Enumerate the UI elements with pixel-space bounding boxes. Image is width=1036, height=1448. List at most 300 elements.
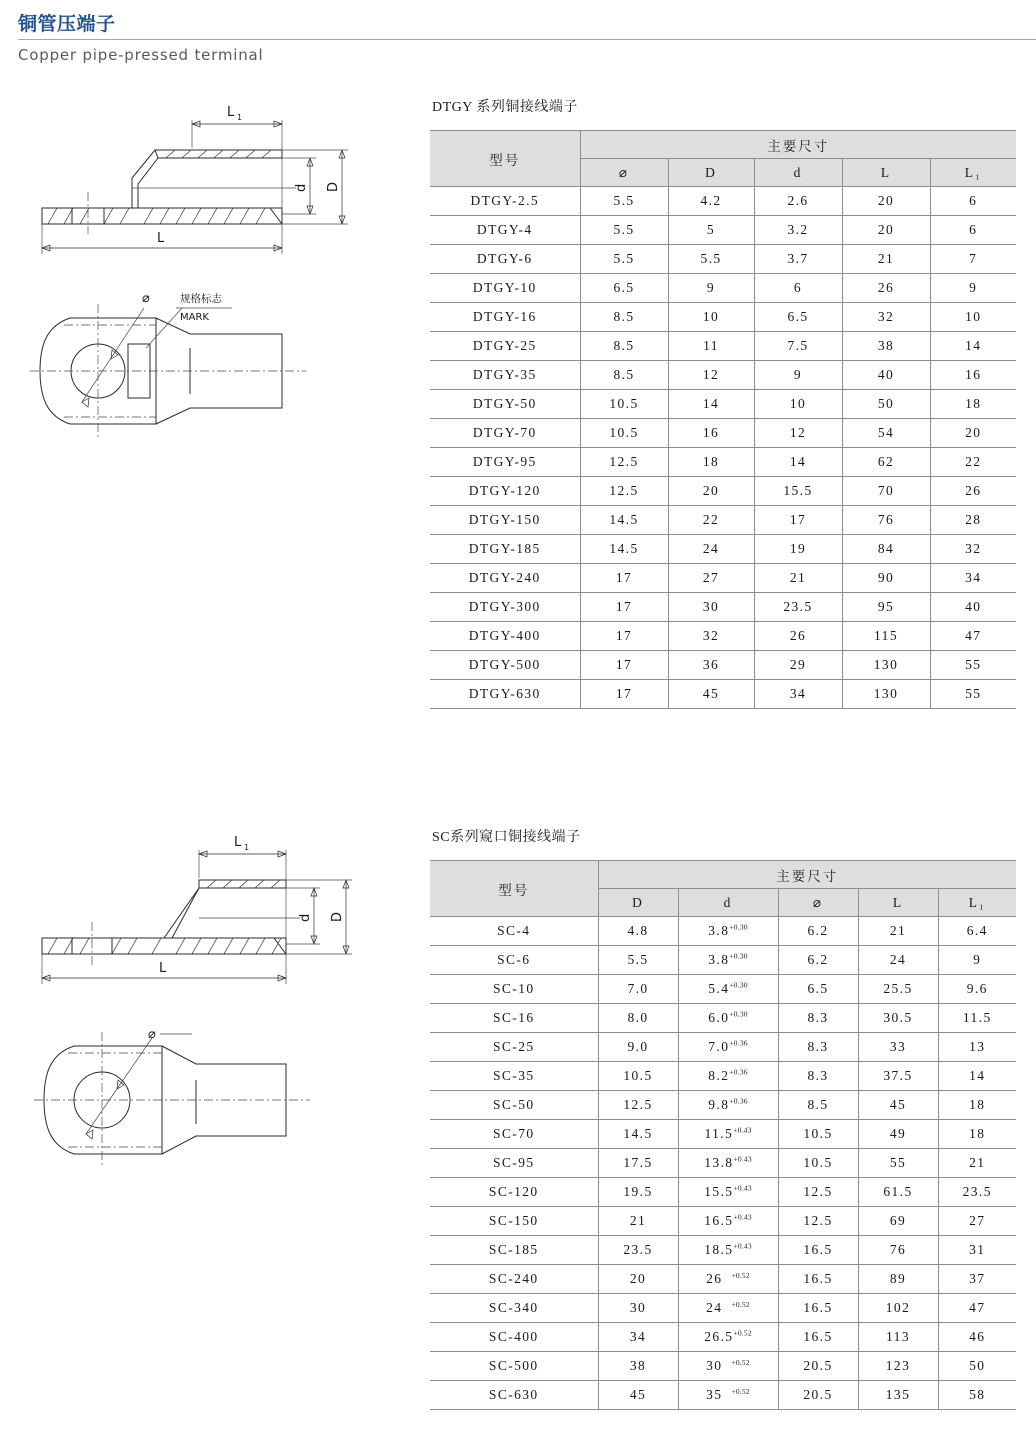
table-row [430, 419, 1016, 448]
cell-model: DTGY-500 [430, 651, 580, 680]
table-row [430, 361, 1016, 390]
cell-value: 45 [858, 1091, 938, 1120]
cell-value: 49 [858, 1120, 938, 1149]
table-row [430, 216, 1016, 245]
cell-value: 12 [668, 361, 754, 390]
table-row [430, 274, 1016, 303]
cell-model: DTGY-300 [430, 593, 580, 622]
cell-value: 21 [598, 1207, 678, 1236]
cell-value: 20 [842, 216, 930, 245]
cell-value: 22 [930, 448, 1016, 477]
table-column-sc [430, 826, 1016, 1410]
cell-value: 9 [930, 274, 1016, 303]
cell-value: 26 [842, 274, 930, 303]
header-divider [18, 39, 1036, 40]
cell-value: 34 [930, 564, 1016, 593]
cell-value: 30 $^{+0.52}$ [678, 1352, 778, 1381]
cell-value: 24 [858, 946, 938, 975]
cell-value: 16.5 [778, 1294, 858, 1323]
tolerance-superscript: +0.52 [731, 1386, 750, 1396]
sc-side-view-drawing [24, 826, 416, 1004]
cell-model: DTGY-10 [430, 274, 580, 303]
cell-model: SC-95 [430, 1149, 598, 1178]
table-row [430, 187, 1016, 216]
cell-value: 8.5 [580, 332, 668, 361]
cell-model: DTGY-185 [430, 535, 580, 564]
cell-model: SC-35 [430, 1062, 598, 1091]
th-col-D: D [598, 889, 678, 917]
table-row [430, 1062, 1016, 1091]
tolerance-superscript: +0.30 [729, 1009, 748, 1019]
cell-value: 5 [668, 216, 754, 245]
cell-value: 20.5 [778, 1352, 858, 1381]
cell-value: 47 [938, 1294, 1016, 1323]
table-column-dtgy [430, 96, 1016, 709]
cell-value: 17 [580, 564, 668, 593]
cell-value: 9 [668, 274, 754, 303]
cell-model: DTGY-25 [430, 332, 580, 361]
cell-value: 18 [938, 1120, 1016, 1149]
cell-value: 37.5 [858, 1062, 938, 1091]
cell-value: $8.2^{+0.36}$ [678, 1062, 778, 1091]
cell-value: 26 [754, 622, 842, 651]
label-diameter: ⌀ [142, 291, 150, 306]
cell-value: $26.5^{+0.52}$ [678, 1323, 778, 1352]
tolerance-superscript: +0.52 [733, 1328, 752, 1338]
cell-value: 23.5 [938, 1178, 1016, 1207]
cell-value: 38 [598, 1352, 678, 1381]
cell-value: 26 $^{+0.52}$ [678, 1265, 778, 1294]
cell-value: 50 [842, 390, 930, 419]
cell-value: 9.6 [938, 975, 1016, 1004]
table-row [430, 680, 1016, 709]
cell-value: 20.5 [778, 1381, 858, 1410]
tolerance-superscript: +0.30 [729, 922, 748, 932]
cell-value: 32 [842, 303, 930, 332]
figure-column-sc [24, 826, 416, 1184]
cell-value: 14 [930, 332, 1016, 361]
cell-value: 13 [938, 1033, 1016, 1062]
cell-value: 10.5 [580, 419, 668, 448]
cell-value: 84 [842, 535, 930, 564]
cell-value: 76 [842, 506, 930, 535]
cell-value: 12.5 [580, 448, 668, 477]
table-row [430, 651, 1016, 680]
table-row [430, 1352, 1016, 1381]
cell-value: 21 [842, 245, 930, 274]
th-col-dia: ⌀ [778, 889, 858, 917]
table-caption-dtgy: DTGY 系列铜接线端子 [432, 100, 578, 115]
spec-table-dtgy [430, 130, 1016, 709]
tolerance-superscript: +0.43 [733, 1183, 752, 1193]
cell-value: $13.8^{+0.43}$ [678, 1149, 778, 1178]
table-row [430, 593, 1016, 622]
table-row [430, 946, 1016, 975]
cell-value: 14 [754, 448, 842, 477]
cell-value: 10.5 [580, 390, 668, 419]
cell-value: $7.0^{+0.36}$ [678, 1033, 778, 1062]
th-group-dtgy: 主要尺寸 [580, 131, 1016, 159]
cell-value: 8.3 [778, 1004, 858, 1033]
cell-model: SC-185 [430, 1236, 598, 1265]
cell-value: 8.5 [778, 1091, 858, 1120]
cell-model: SC-10 [430, 975, 598, 1004]
cell-value: $11.5^{+0.43}$ [678, 1120, 778, 1149]
tolerance-superscript: +0.36 [729, 1038, 748, 1048]
cell-value: 29 [754, 651, 842, 680]
cell-model: SC-4 [430, 917, 598, 946]
cell-model: SC-240 [430, 1265, 598, 1294]
cell-value: 34 [598, 1323, 678, 1352]
cell-value: 5.5 [668, 245, 754, 274]
cell-model: DTGY-70 [430, 419, 580, 448]
label-L1: L [227, 105, 235, 120]
cell-value: 3.7 [754, 245, 842, 274]
cell-value: $3.8^{+0.30}$ [678, 917, 778, 946]
cell-value: 35 $^{+0.52}$ [678, 1381, 778, 1410]
cell-model: DTGY-6 [430, 245, 580, 274]
cell-model: SC-150 [430, 1207, 598, 1236]
table-row [430, 1265, 1016, 1294]
cell-model: SC-340 [430, 1294, 598, 1323]
cell-value: 5.5 [580, 216, 668, 245]
cell-value: 113 [858, 1323, 938, 1352]
cell-value: 20 [668, 477, 754, 506]
table-row [430, 1294, 1016, 1323]
cell-value: 76 [858, 1236, 938, 1265]
th-col-L: L [842, 159, 930, 187]
cell-value: 55 [930, 651, 1016, 680]
label-diameter: ⌀ [148, 1027, 156, 1042]
table-row [430, 1236, 1016, 1265]
cell-value: 58 [938, 1381, 1016, 1410]
cell-value: 16.5 [778, 1236, 858, 1265]
cell-value: 23.5 [754, 593, 842, 622]
table-row [430, 506, 1016, 535]
cell-value: 8.5 [580, 361, 668, 390]
cell-value: 50 [938, 1352, 1016, 1381]
cell-value: 30.5 [858, 1004, 938, 1033]
cell-model: DTGY-35 [430, 361, 580, 390]
label-d: d [298, 913, 313, 922]
cell-value: 7 [930, 245, 1016, 274]
cell-value: 55 [858, 1149, 938, 1178]
cell-value: 18 [930, 390, 1016, 419]
cell-value: 16 [668, 419, 754, 448]
cell-value: 6.2 [778, 946, 858, 975]
label-L: L [159, 961, 167, 976]
cell-value: 12.5 [580, 477, 668, 506]
cell-value: 2.6 [754, 187, 842, 216]
cell-value: 4.2 [668, 187, 754, 216]
cell-model: SC-6 [430, 946, 598, 975]
cell-value: 90 [842, 564, 930, 593]
cell-value: 70 [842, 477, 930, 506]
table-caption-sc: SC系列窥口铜接线端子 [432, 830, 581, 845]
cell-value: 25.5 [858, 975, 938, 1004]
tolerance-superscript: +0.52 [731, 1357, 750, 1367]
cell-model: SC-25 [430, 1033, 598, 1062]
dtgy-side-view-drawing [24, 96, 416, 276]
cell-value: 17 [580, 593, 668, 622]
cell-value: 14.5 [598, 1120, 678, 1149]
spec-table-body-dtgy [430, 187, 1016, 709]
page-title-cn: 铜管压端子 [18, 13, 116, 35]
cell-model: DTGY-50 [430, 390, 580, 419]
cell-model: DTGY-240 [430, 564, 580, 593]
cell-value: 30 [598, 1294, 678, 1323]
cell-value: $15.5^{+0.43}$ [678, 1178, 778, 1207]
table-row [430, 303, 1016, 332]
page-title-en: Copper pipe-pressed terminal [18, 46, 264, 64]
cell-value: 30 [668, 593, 754, 622]
cell-model: SC-70 [430, 1120, 598, 1149]
cell-value: 7.5 [754, 332, 842, 361]
cell-value: 14.5 [580, 535, 668, 564]
cell-value: 10.5 [778, 1120, 858, 1149]
cell-value: $3.8^{+0.30}$ [678, 946, 778, 975]
table-row [430, 390, 1016, 419]
cell-value: 8.0 [598, 1004, 678, 1033]
cell-value: 11.5 [938, 1004, 1016, 1033]
cell-value: 8.3 [778, 1062, 858, 1091]
page-header [0, 0, 1036, 66]
tolerance-superscript: +0.43 [733, 1241, 752, 1251]
cell-value: 10 [668, 303, 754, 332]
cell-model: DTGY-95 [430, 448, 580, 477]
table-row [430, 1120, 1016, 1149]
cell-value: 6 [754, 274, 842, 303]
tolerance-superscript: +0.43 [733, 1154, 752, 1164]
cell-value: 12.5 [598, 1091, 678, 1120]
cell-value: 7.0 [598, 975, 678, 1004]
cell-value: 17 [580, 651, 668, 680]
cell-value: 23.5 [598, 1236, 678, 1265]
cell-value: 20 [842, 187, 930, 216]
cell-value: 22 [668, 506, 754, 535]
table-row [430, 622, 1016, 651]
table-row [430, 1381, 1016, 1410]
tolerance-superscript: +0.52 [731, 1270, 750, 1280]
cell-value: 18 [668, 448, 754, 477]
cell-value: 37 [938, 1265, 1016, 1294]
th-col-D: D [668, 159, 754, 187]
cell-value: 17 [580, 622, 668, 651]
cell-value: 6.5 [754, 303, 842, 332]
cell-model: SC-16 [430, 1004, 598, 1033]
tolerance-superscript: +0.36 [729, 1067, 748, 1077]
th-col-dia: ⌀ [580, 159, 668, 187]
cell-value: 130 [842, 651, 930, 680]
cell-value: $6.0^{+0.30}$ [678, 1004, 778, 1033]
tolerance-superscript: +0.52 [731, 1299, 750, 1309]
cell-value: 24 [668, 535, 754, 564]
cell-value: 95 [842, 593, 930, 622]
table-row [430, 245, 1016, 274]
cell-value: $16.5^{+0.43}$ [678, 1207, 778, 1236]
cell-value: 18 [938, 1091, 1016, 1120]
cell-value: 34 [754, 680, 842, 709]
th-model-sc: 型号 [430, 861, 598, 917]
cell-value: 14.5 [580, 506, 668, 535]
cell-value: $5.4^{+0.30}$ [678, 975, 778, 1004]
cell-value: 4.8 [598, 917, 678, 946]
cell-value: 24 $^{+0.52}$ [678, 1294, 778, 1323]
cell-value: 10.5 [778, 1149, 858, 1178]
cell-model: DTGY-4 [430, 216, 580, 245]
cell-value: 102 [858, 1294, 938, 1323]
tolerance-superscript: +0.43 [733, 1125, 752, 1135]
cell-value: 61.5 [858, 1178, 938, 1207]
cell-value: 40 [842, 361, 930, 390]
cell-value: 8.3 [778, 1033, 858, 1062]
table-row [430, 1149, 1016, 1178]
cell-value: 69 [858, 1207, 938, 1236]
cell-value: 62 [842, 448, 930, 477]
cell-value: 6 [930, 216, 1016, 245]
sc-top-view-drawing [24, 1004, 416, 1184]
cell-value: 16.5 [778, 1323, 858, 1352]
cell-value: 6.4 [938, 917, 1016, 946]
th-col-d: d [754, 159, 842, 187]
cell-value: 6.5 [778, 975, 858, 1004]
cell-value: 16.5 [778, 1265, 858, 1294]
cell-value: 32 [668, 622, 754, 651]
cell-value: 17.5 [598, 1149, 678, 1178]
cell-value: 33 [858, 1033, 938, 1062]
dtgy-top-view-drawing [24, 276, 416, 456]
cell-value: 12.5 [778, 1207, 858, 1236]
cell-model: DTGY-120 [430, 477, 580, 506]
label-d: d [294, 183, 309, 192]
cell-model: SC-400 [430, 1323, 598, 1352]
cell-value: 14 [938, 1062, 1016, 1091]
cell-value: 21 [858, 917, 938, 946]
cell-value: $18.5^{+0.43}$ [678, 1236, 778, 1265]
th-model-dtgy: 型号 [430, 131, 580, 187]
cell-value: 27 [668, 564, 754, 593]
cell-value: 10 [930, 303, 1016, 332]
label-L: L [157, 231, 165, 246]
tolerance-superscript: +0.43 [733, 1212, 752, 1222]
cell-value: 20 [598, 1265, 678, 1294]
cell-value: 6.5 [580, 274, 668, 303]
cell-value: $9.8^{+0.36}$ [678, 1091, 778, 1120]
cell-value: 8.5 [580, 303, 668, 332]
table-row [430, 1207, 1016, 1236]
cell-model: DTGY-150 [430, 506, 580, 535]
cell-value: 38 [842, 332, 930, 361]
cell-model: SC-500 [430, 1352, 598, 1381]
cell-value: 10.5 [598, 1062, 678, 1091]
cell-value: 27 [938, 1207, 1016, 1236]
table-row [430, 1178, 1016, 1207]
cell-value: 45 [598, 1381, 678, 1410]
table-row [430, 477, 1016, 506]
label-mark-cn: 规格标志 [180, 293, 222, 305]
cell-value: 135 [858, 1381, 938, 1410]
label-L1: L [234, 835, 242, 850]
cell-model: SC-50 [430, 1091, 598, 1120]
cell-value: 14 [668, 390, 754, 419]
cell-value: 31 [938, 1236, 1016, 1265]
table-row [430, 1091, 1016, 1120]
th-group-sc: 主要尺寸 [598, 861, 1016, 889]
cell-value: 130 [842, 680, 930, 709]
cell-value: 46 [938, 1323, 1016, 1352]
cell-value: 123 [858, 1352, 938, 1381]
label-L1-subscript: 1 [244, 843, 250, 852]
cell-value: 47 [930, 622, 1016, 651]
cell-value: 5.5 [580, 187, 668, 216]
cell-value: 26 [930, 477, 1016, 506]
cell-value: 32 [930, 535, 1016, 564]
cell-value: 5.5 [598, 946, 678, 975]
cell-value: 45 [668, 680, 754, 709]
cell-model: DTGY-400 [430, 622, 580, 651]
cell-value: 19.5 [598, 1178, 678, 1207]
cell-value: 54 [842, 419, 930, 448]
cell-value: 17 [754, 506, 842, 535]
spec-table-sc [430, 860, 1016, 1410]
cell-value: 10 [754, 390, 842, 419]
cell-value: 28 [930, 506, 1016, 535]
cell-value: 21 [754, 564, 842, 593]
cell-value: 15.5 [754, 477, 842, 506]
label-L1-subscript: 1 [237, 113, 243, 122]
label-mark-en: MARK [180, 312, 209, 323]
cell-value: 36 [668, 651, 754, 680]
cell-value: 9 [938, 946, 1016, 975]
cell-value: 6 [930, 187, 1016, 216]
cell-value: 19 [754, 535, 842, 564]
table-row [430, 917, 1016, 946]
figure-column-dtgy [24, 96, 416, 456]
cell-value: 3.2 [754, 216, 842, 245]
cell-value: 55 [930, 680, 1016, 709]
table-row [430, 975, 1016, 1004]
cell-value: 115 [842, 622, 930, 651]
cell-value: 89 [858, 1265, 938, 1294]
th-col-L1: L₁ [938, 889, 1016, 917]
cell-value: 9 [754, 361, 842, 390]
cell-model: DTGY-630 [430, 680, 580, 709]
tolerance-superscript: +0.30 [729, 951, 748, 961]
cell-value: 40 [930, 593, 1016, 622]
cell-value: 20 [930, 419, 1016, 448]
label-D: D [330, 911, 345, 922]
th-col-L1: L₁ [930, 159, 1016, 187]
cell-value: 6.2 [778, 917, 858, 946]
cell-value: 21 [938, 1149, 1016, 1178]
cell-value: 17 [580, 680, 668, 709]
cell-model: DTGY-2.5 [430, 187, 580, 216]
th-col-d: d [678, 889, 778, 917]
table-row [430, 1004, 1016, 1033]
cell-model: SC-630 [430, 1381, 598, 1410]
cell-model: SC-120 [430, 1178, 598, 1207]
table-row [430, 564, 1016, 593]
cell-value: 16 [930, 361, 1016, 390]
cell-value: 12.5 [778, 1178, 858, 1207]
cell-value: 9.0 [598, 1033, 678, 1062]
table-row [430, 448, 1016, 477]
cell-model: DTGY-16 [430, 303, 580, 332]
tolerance-superscript: +0.36 [729, 1096, 748, 1106]
cell-value: 5.5 [580, 245, 668, 274]
table-row [430, 1033, 1016, 1062]
label-D: D [326, 181, 341, 192]
